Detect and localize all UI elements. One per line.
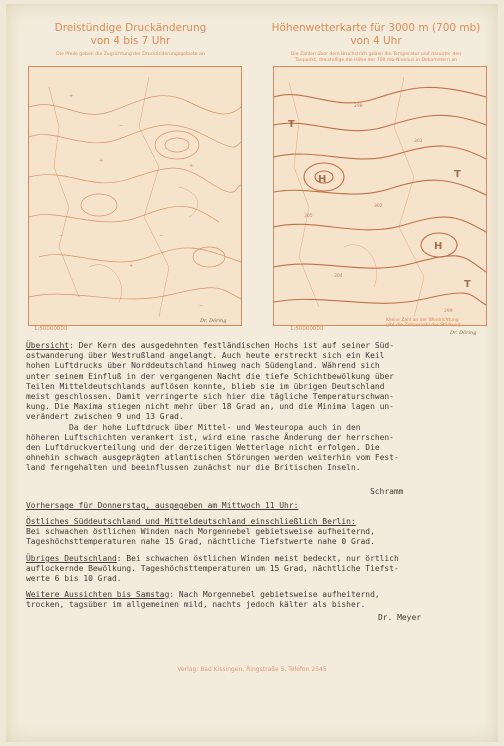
overview-line-3: hohen Luftdrucks über Norddeutschland hinweg nach Südengland. Während sich <box>26 361 380 371</box>
svg-text:T: T <box>464 279 471 290</box>
svg-text:304: 304 <box>334 274 343 279</box>
svg-text:+: + <box>99 158 104 164</box>
svg-text:+: + <box>129 263 134 269</box>
svg-text:H: H <box>434 241 443 252</box>
svg-text:T: T <box>454 169 461 180</box>
region2-line-1: : Bei schwachen östlichen Winden meist bedeckt, nur örtlich <box>116 554 399 563</box>
overview-line-7: kung. Die Maxima stiegen nicht mehr über 18 Grad an, und die Minima lagen un- <box>26 402 394 412</box>
overview-line-2: ostwanderung über Westrußland angelangt. Auch heute erstreckt sich ein Keil <box>26 351 385 361</box>
outlook-block <box>26 590 468 610</box>
outlook-para-line-1: Da der hohe Luftdruck über Mittel- und Westeuropa auch in den <box>26 422 361 432</box>
left-map-drawing <box>29 67 241 325</box>
svg-text:−: − <box>159 233 164 239</box>
right-map-subtitle <box>262 52 490 63</box>
publisher-footer: Verlag: Bad Kissingen, Ringstraße 5, Telefon 2545 <box>177 666 327 673</box>
outlook-para-line-4: ohnehin schwach ausgeprägten atlantischen Störungen werden weiterhin vom Fest- <box>26 453 399 463</box>
svg-text:−: − <box>59 233 64 239</box>
right-map-signature: Dr. Döring <box>450 330 477 336</box>
overview-line-5: Teilen Mitteldeutschlands auflösen konnte, blieb sie im übrigen Deutschland <box>26 381 385 391</box>
svg-text:+: + <box>69 93 74 99</box>
right-map-subtitle-line1: Die Zahlen über dem Bruchstrich geben die Temperatur und darunter den <box>290 52 462 57</box>
right-map-legend-line2: gibt die Zehnerzahl der Stärkung <box>386 323 461 329</box>
region2-line-3: werte 6 bis 10 Grad. <box>26 574 122 584</box>
svg-text:T: T <box>288 119 295 130</box>
svg-text:+: + <box>189 163 194 169</box>
right-map-title-line2: von 4 Uhr <box>350 35 402 47</box>
svg-text:−: − <box>199 303 204 309</box>
right-map-subtitle-line2: Taupunkt, dreistellige die Höhe der 700 mb-Niveaus in Dekametern an <box>294 57 458 63</box>
right-map-legend <box>386 318 486 328</box>
left-map-title <box>18 22 243 48</box>
left-map-title-line1: Dreistündige Druckänderung <box>54 22 207 34</box>
forecast-header-text: Vorhersage für Donnerstag, ausgegeben am Mittwoch 11 Uhr: <box>26 501 299 510</box>
svg-text:298: 298 <box>354 104 363 109</box>
region2-line-2: auflockernde Bewölkung. Tageshöchsttemperaturen um 15 Grad, nächtliche Tiefst- <box>26 564 399 574</box>
overview-paragraph <box>26 341 468 474</box>
outlook-line-2: trocken, tagsüber im allgemeinen mild, nachts jedoch kälter als bisher. <box>26 600 366 610</box>
region1-line-1: Bei schwachen östlichen Winden nach Morgennebel gebietsweise aufheiternd, <box>26 527 375 537</box>
overview-line-6: meist geschlossen. Damit verringerte sich hier die tägliche Temperaturschwan- <box>26 392 394 402</box>
outlook-para-line-2: höheren Luftschichten verankert ist, wird eine rasche Änderung der herrschen- <box>26 432 394 442</box>
left-map-signature: Dr. Döring <box>200 318 227 324</box>
overview-label: Übersicht <box>26 341 70 350</box>
region2-block <box>26 554 468 585</box>
right-map-title-line1: Höhenwetterkarte für 3000 m (700 mb) <box>271 22 481 34</box>
author-schramm: Schramm <box>370 487 404 496</box>
overview-line-4: unter seinem Einfluß in der vergangenen Nacht die tiefe Schichtbewölkung über <box>26 371 394 381</box>
region1-label: Östliches Süddeutschland und Mitteldeutschland einschließlich Berlin: <box>26 517 356 526</box>
overview-line-8: verändert zwischen 9 und 13 Grad. <box>26 412 184 422</box>
svg-text:299: 299 <box>444 309 453 314</box>
right-map-drawing <box>274 67 486 325</box>
right-map-legend-line1: Kleine Zahl an der Windrichtung <box>386 318 459 323</box>
svg-text:305: 305 <box>304 214 313 219</box>
right-map-title <box>262 22 490 48</box>
region2-label: Übriges Deutschland <box>26 554 117 563</box>
region1-line-2: Tageshöchsttemperaturen nahe 15 Grad, nächtliche Tiefstwerte nahe 0 Grad. <box>26 537 375 547</box>
left-map-image <box>28 66 242 326</box>
outlook-line-1: : Nach Morgennebel gebietsweise aufheiternd, <box>169 590 380 599</box>
outlook-label: Weitere Aussichten bis Samstag <box>26 590 170 599</box>
svg-text:301: 301 <box>414 139 423 144</box>
left-map-title-line2: von 4 bis 7 Uhr <box>90 35 171 47</box>
left-map-scale: 1:50000000 <box>34 326 68 332</box>
svg-text:H: H <box>318 174 327 185</box>
overview-line-1: : Der Kern des ausgedehnten festländischen Hochs ist auf seiner Süd- <box>69 341 394 350</box>
outlook-para-line-3: den Luftdruckverteilung und der derzeitigen Wetterlage nicht erfolgen. Die <box>26 443 380 453</box>
region1-block <box>26 517 468 548</box>
left-map-subtitle: Die Pfeile geben die Zugrichtung der Druckänderungsgebiete an <box>56 52 205 57</box>
forecast-header <box>26 501 468 511</box>
outlook-para-line-5: land ferngehalten und beeinflussen zunächst nur die Britischen Inseln. <box>26 463 361 473</box>
right-map-scale: 1:50000000 <box>290 326 324 332</box>
svg-text:−: − <box>119 123 124 129</box>
svg-text:302: 302 <box>374 204 383 209</box>
author-meyer: Dr. Meyer <box>378 613 422 622</box>
